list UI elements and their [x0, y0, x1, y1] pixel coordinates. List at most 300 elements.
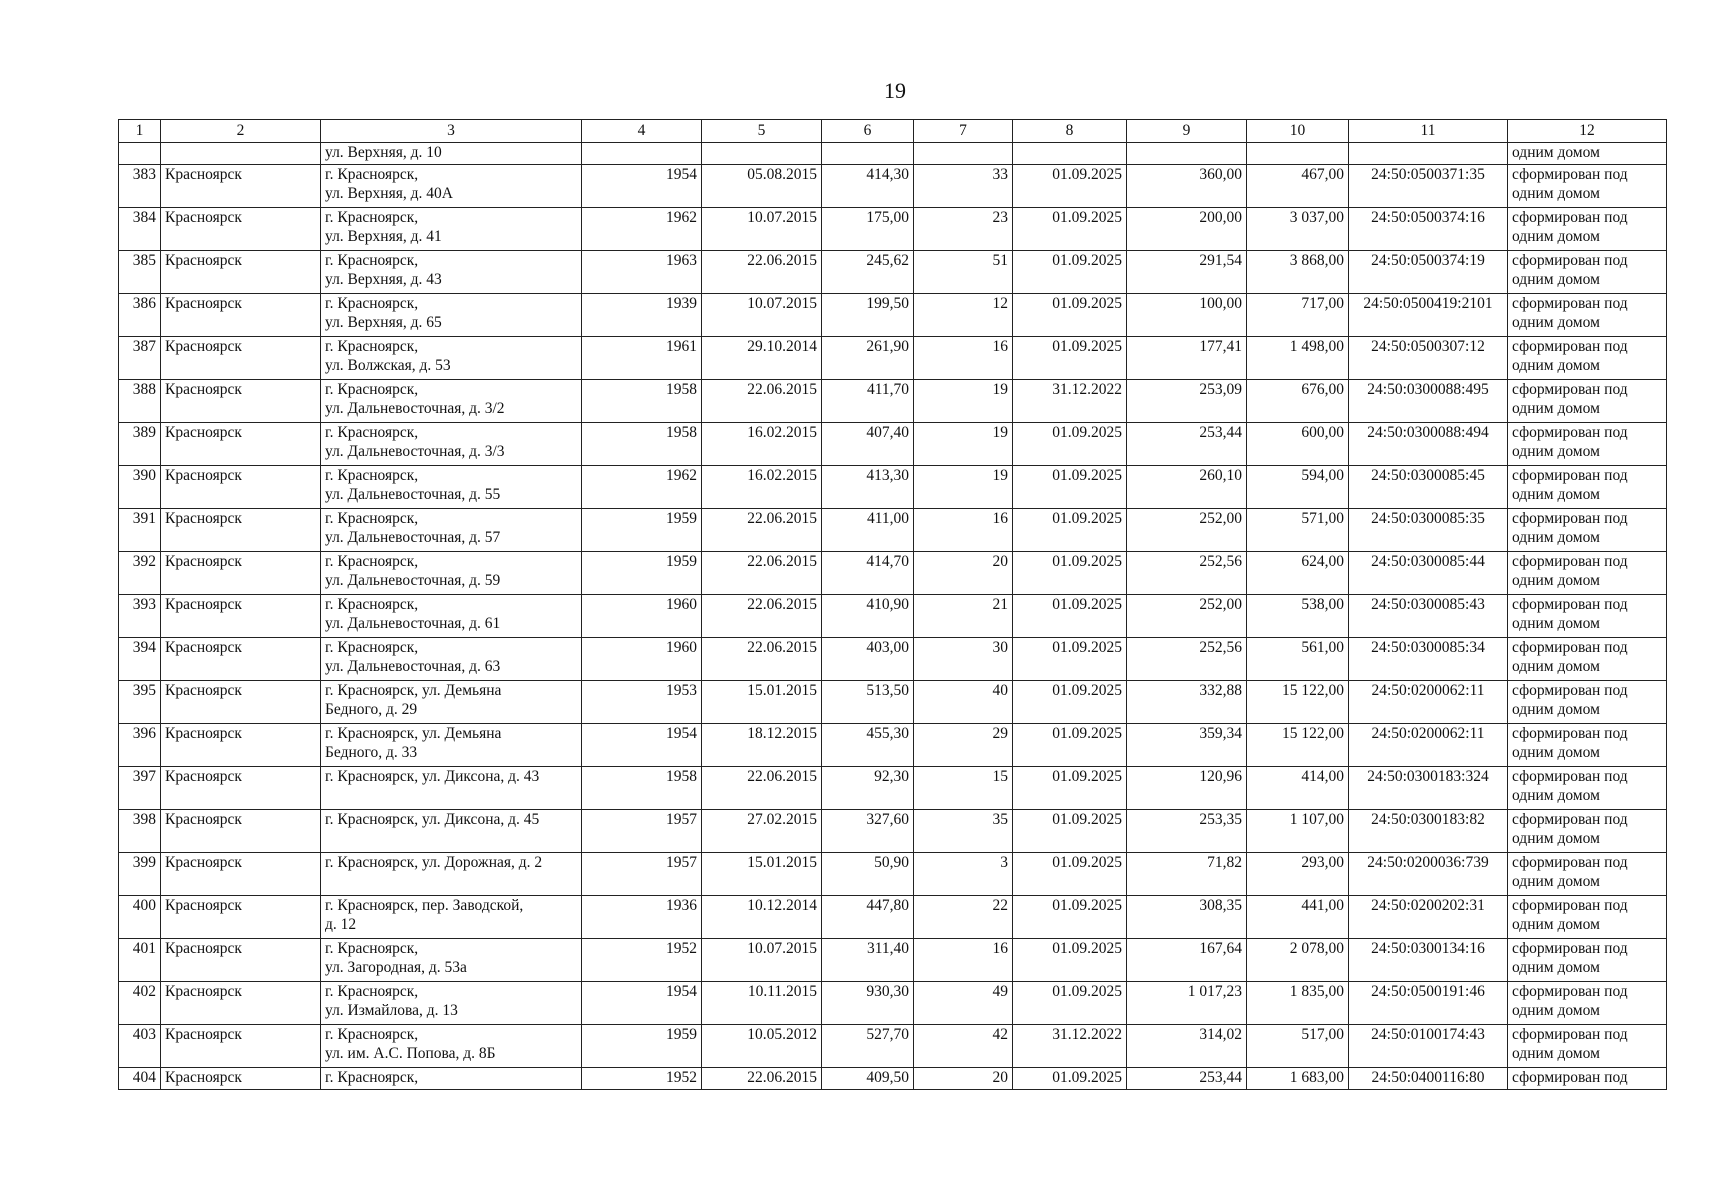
cell-line: г. Красноярск, ул. Диксона, д. 45 — [325, 811, 540, 828]
deadline-cell: 01.09.2025 — [1013, 638, 1127, 681]
row-number-cell: 394 — [119, 638, 161, 681]
cell-line: Бедного, д. 33 — [325, 744, 418, 761]
land-area-cell: 359,34 — [1127, 724, 1247, 767]
cell-line: ул. Дальневосточная, д. 59 — [325, 572, 501, 589]
area-cell: 513,50 — [822, 681, 914, 724]
land-area-cell — [1127, 143, 1247, 165]
area-cell: 175,00 — [822, 208, 914, 251]
municipality-cell: Красноярск — [161, 681, 321, 724]
residents-cell: 42 — [914, 1025, 1013, 1068]
area-cell: 245,62 — [822, 251, 914, 294]
land-area-cell: 360,00 — [1127, 165, 1247, 208]
cadastral-number-cell: 24:50:0400116:80 — [1349, 1068, 1508, 1090]
cell-line: сформирован под — [1512, 467, 1628, 484]
area-cell: 199,50 — [822, 294, 914, 337]
year-built-cell — [582, 143, 702, 165]
deadline-cell: 01.09.2025 — [1013, 294, 1127, 337]
cell-line: одним домом — [1512, 486, 1600, 503]
residents-cell: 19 — [914, 423, 1013, 466]
residents-cell: 51 — [914, 251, 1013, 294]
table-body — [119, 143, 1667, 1090]
survey-date-cell: 22.06.2015 — [702, 638, 822, 681]
column-header: 7 — [914, 120, 1013, 143]
cell-line: г. Красноярск, — [325, 295, 419, 312]
municipality-cell: Красноярск — [161, 466, 321, 509]
deadline-cell: 01.09.2025 — [1013, 466, 1127, 509]
land-area-cell: 100,00 — [1127, 294, 1247, 337]
deadline-cell: 01.09.2025 — [1013, 939, 1127, 982]
parcel-area-cell: 414,00 — [1247, 767, 1349, 810]
table-row — [119, 143, 1667, 165]
parcel-area-cell: 1 107,00 — [1247, 810, 1349, 853]
address-cell — [321, 143, 582, 165]
parcel-area-cell: 2 078,00 — [1247, 939, 1349, 982]
cadastral-number-cell: 24:50:0300183:82 — [1349, 810, 1508, 853]
area-cell: 414,70 — [822, 552, 914, 595]
cadastral-number-cell — [1349, 143, 1508, 165]
parcel-area-cell: 1 683,00 — [1247, 1068, 1349, 1090]
municipality-cell: Красноярск — [161, 423, 321, 466]
cell-line: сформирован под — [1512, 854, 1628, 871]
parcel-status-cell — [1508, 939, 1667, 982]
survey-date-cell: 22.06.2015 — [702, 380, 822, 423]
parcel-area-cell: 1 498,00 — [1247, 337, 1349, 380]
year-built-cell: 1954 — [582, 165, 702, 208]
row-number-cell: 397 — [119, 767, 161, 810]
cell-line: одним домом — [1512, 873, 1600, 890]
cell-line: ул. Дальневосточная, д. 63 — [325, 658, 501, 675]
residents-cell: 19 — [914, 380, 1013, 423]
cell-line: сформирован под — [1512, 295, 1628, 312]
cell-line: сформирован под — [1512, 596, 1628, 613]
cell-line: г. Красноярск, — [325, 424, 419, 441]
column-header: 4 — [582, 120, 702, 143]
cadastral-number-cell: 24:50:0300085:45 — [1349, 466, 1508, 509]
land-area-cell: 177,41 — [1127, 337, 1247, 380]
land-area-cell: 1 017,23 — [1127, 982, 1247, 1025]
column-header: 5 — [702, 120, 822, 143]
row-number-cell: 396 — [119, 724, 161, 767]
land-area-cell: 252,00 — [1127, 595, 1247, 638]
land-area-cell: 167,64 — [1127, 939, 1247, 982]
address-cell — [321, 810, 582, 853]
residents-cell: 22 — [914, 896, 1013, 939]
parcel-status-cell — [1508, 595, 1667, 638]
parcel-status-cell — [1508, 853, 1667, 896]
cell-line: ул. Дальневосточная, д. 55 — [325, 486, 501, 503]
table-row — [119, 1025, 1667, 1068]
cell-line: сформирован под — [1512, 897, 1628, 914]
year-built-cell: 1953 — [582, 681, 702, 724]
parcel-area-cell: 571,00 — [1247, 509, 1349, 552]
year-built-cell: 1960 — [582, 595, 702, 638]
address-cell — [321, 1068, 582, 1090]
municipality-cell: Красноярск — [161, 208, 321, 251]
cadastral-number-cell: 24:50:0300088:495 — [1349, 380, 1508, 423]
land-area-cell: 252,56 — [1127, 552, 1247, 595]
cell-line: Бедного, д. 29 — [325, 701, 418, 718]
municipality-cell: Красноярск — [161, 724, 321, 767]
cell-line: ул. Загородная, д. 53а — [325, 959, 467, 976]
parcel-area-cell: 15 122,00 — [1247, 681, 1349, 724]
address-cell — [321, 337, 582, 380]
land-area-cell: 291,54 — [1127, 251, 1247, 294]
cell-line: сформирован под — [1512, 209, 1628, 226]
parcel-status-cell — [1508, 165, 1667, 208]
column-header: 10 — [1247, 120, 1349, 143]
parcel-status-cell — [1508, 337, 1667, 380]
cell-line: одним домом — [1512, 701, 1600, 718]
area-cell — [822, 143, 914, 165]
cell-line: ул. Верхняя, д. 41 — [325, 228, 442, 245]
parcel-status-cell — [1508, 509, 1667, 552]
column-header: 9 — [1127, 120, 1247, 143]
land-area-cell: 253,44 — [1127, 423, 1247, 466]
year-built-cell: 1960 — [582, 638, 702, 681]
area-cell: 411,00 — [822, 509, 914, 552]
survey-date-cell: 27.02.2015 — [702, 810, 822, 853]
survey-date-cell: 29.10.2014 — [702, 337, 822, 380]
column-header: 2 — [161, 120, 321, 143]
parcel-status-cell — [1508, 982, 1667, 1025]
cell-line: одним домом — [1512, 830, 1600, 847]
cell-line: ул. Верхняя, д. 10 — [325, 144, 442, 161]
parcel-status-cell — [1508, 423, 1667, 466]
land-area-cell: 260,10 — [1127, 466, 1247, 509]
parcel-status-cell — [1508, 552, 1667, 595]
cell-line: г. Красноярск, — [325, 553, 419, 570]
area-cell: 261,90 — [822, 337, 914, 380]
parcel-status-cell — [1508, 1068, 1667, 1090]
area-cell: 409,50 — [822, 1068, 914, 1090]
year-built-cell: 1963 — [582, 251, 702, 294]
cell-line: г. Красноярск, — [325, 596, 419, 613]
land-area-cell: 308,35 — [1127, 896, 1247, 939]
row-number-cell: 390 — [119, 466, 161, 509]
land-area-cell: 200,00 — [1127, 208, 1247, 251]
cadastral-number-cell: 24:50:0200036:739 — [1349, 853, 1508, 896]
municipality-cell: Красноярск — [161, 251, 321, 294]
deadline-cell: 01.09.2025 — [1013, 337, 1127, 380]
table-row — [119, 638, 1667, 681]
cadastral-number-cell: 24:50:0500374:16 — [1349, 208, 1508, 251]
table-row — [119, 767, 1667, 810]
address-cell — [321, 165, 582, 208]
cell-line: одним домом — [1512, 787, 1600, 804]
cell-line: сформирован под — [1512, 166, 1628, 183]
parcel-area-cell: 676,00 — [1247, 380, 1349, 423]
parcel-area-cell — [1247, 143, 1349, 165]
cell-line: г. Красноярск, ул. Демьяна — [325, 682, 502, 699]
cell-line: г. Красноярск, пер. Заводской, — [325, 897, 524, 914]
cadastral-number-cell: 24:50:0300085:43 — [1349, 595, 1508, 638]
residents-cell: 16 — [914, 939, 1013, 982]
cell-line: ул. Дальневосточная, д. 3/2 — [325, 400, 505, 417]
column-header: 8 — [1013, 120, 1127, 143]
cell-line: одним домом — [1512, 658, 1600, 675]
year-built-cell: 1959 — [582, 509, 702, 552]
address-cell — [321, 294, 582, 337]
residents-cell: 33 — [914, 165, 1013, 208]
cell-line: сформирован под — [1512, 424, 1628, 441]
cell-line: ул. Дальневосточная, д. 61 — [325, 615, 501, 632]
municipality-cell: Красноярск — [161, 595, 321, 638]
cell-line: одним домом — [1512, 615, 1600, 632]
parcel-area-cell: 624,00 — [1247, 552, 1349, 595]
cadastral-number-cell: 24:50:0300085:35 — [1349, 509, 1508, 552]
table-row — [119, 165, 1667, 208]
parcel-status-cell — [1508, 896, 1667, 939]
year-built-cell: 1936 — [582, 896, 702, 939]
table-row — [119, 681, 1667, 724]
residents-cell: 20 — [914, 552, 1013, 595]
cell-line: одним домом — [1512, 744, 1600, 761]
table-row — [119, 724, 1667, 767]
cell-line: г. Красноярск, — [325, 1069, 419, 1086]
parcel-area-cell: 594,00 — [1247, 466, 1349, 509]
address-cell — [321, 638, 582, 681]
column-header: 6 — [822, 120, 914, 143]
table-row — [119, 853, 1667, 896]
row-number-cell: 393 — [119, 595, 161, 638]
deadline-cell: 01.09.2025 — [1013, 251, 1127, 294]
cell-line: сформирован под — [1512, 639, 1628, 656]
area-cell: 92,30 — [822, 767, 914, 810]
survey-date-cell: 18.12.2015 — [702, 724, 822, 767]
year-built-cell: 1952 — [582, 939, 702, 982]
table-row — [119, 896, 1667, 939]
row-number-cell: 384 — [119, 208, 161, 251]
cadastral-number-cell: 24:50:0200062:11 — [1349, 724, 1508, 767]
survey-date-cell: 10.11.2015 — [702, 982, 822, 1025]
cell-line: г. Красноярск, — [325, 209, 419, 226]
year-built-cell: 1939 — [582, 294, 702, 337]
cadastral-number-cell: 24:50:0500419:2101 — [1349, 294, 1508, 337]
parcel-area-cell: 15 122,00 — [1247, 724, 1349, 767]
cadastral-number-cell: 24:50:0300183:324 — [1349, 767, 1508, 810]
land-area-cell: 253,35 — [1127, 810, 1247, 853]
deadline-cell: 01.09.2025 — [1013, 595, 1127, 638]
year-built-cell: 1962 — [582, 208, 702, 251]
address-cell — [321, 853, 582, 896]
column-header: 3 — [321, 120, 582, 143]
address-cell — [321, 380, 582, 423]
residents-cell: 15 — [914, 767, 1013, 810]
table-row — [119, 466, 1667, 509]
table-row — [119, 982, 1667, 1025]
survey-date-cell: 22.06.2015 — [702, 509, 822, 552]
address-cell — [321, 509, 582, 552]
cell-line: ул. Верхняя, д. 65 — [325, 314, 442, 331]
cell-line: ул. Верхняя, д. 43 — [325, 271, 442, 288]
survey-date-cell: 10.07.2015 — [702, 939, 822, 982]
survey-date-cell: 16.02.2015 — [702, 423, 822, 466]
survey-date-cell: 10.07.2015 — [702, 294, 822, 337]
cell-line: д. 12 — [325, 916, 357, 933]
year-built-cell: 1957 — [582, 810, 702, 853]
survey-date-cell: 10.05.2012 — [702, 1025, 822, 1068]
column-header: 11 — [1349, 120, 1508, 143]
parcel-status-cell — [1508, 251, 1667, 294]
area-cell: 407,40 — [822, 423, 914, 466]
deadline-cell: 01.09.2025 — [1013, 423, 1127, 466]
cell-line: г. Красноярск, — [325, 510, 419, 527]
deadline-cell: 01.09.2025 — [1013, 552, 1127, 595]
municipality-cell: Красноярск — [161, 337, 321, 380]
cadastral-number-cell: 24:50:0500371:35 — [1349, 165, 1508, 208]
cell-line: одним домом — [1512, 185, 1600, 202]
municipality-cell: Красноярск — [161, 1068, 321, 1090]
survey-date-cell: 10.12.2014 — [702, 896, 822, 939]
municipality-cell — [161, 143, 321, 165]
row-number-cell: 402 — [119, 982, 161, 1025]
residents-cell: 29 — [914, 724, 1013, 767]
cadastral-number-cell: 24:50:0200062:11 — [1349, 681, 1508, 724]
area-cell: 403,00 — [822, 638, 914, 681]
cell-line: одним домом — [1512, 271, 1600, 288]
cell-line: ул. Волжская, д. 53 — [325, 357, 451, 374]
residents-cell — [914, 143, 1013, 165]
year-built-cell: 1959 — [582, 552, 702, 595]
row-number-cell: 404 — [119, 1068, 161, 1090]
parcel-area-cell: 561,00 — [1247, 638, 1349, 681]
municipality-cell: Красноярск — [161, 982, 321, 1025]
area-cell: 455,30 — [822, 724, 914, 767]
survey-date-cell: 22.06.2015 — [702, 595, 822, 638]
cell-line: г. Красноярск, — [325, 381, 419, 398]
column-header: 12 — [1508, 120, 1667, 143]
survey-date-cell: 22.06.2015 — [702, 767, 822, 810]
land-area-cell: 332,88 — [1127, 681, 1247, 724]
residents-cell: 16 — [914, 509, 1013, 552]
survey-date-cell: 22.06.2015 — [702, 1068, 822, 1090]
area-cell: 930,30 — [822, 982, 914, 1025]
address-cell — [321, 1025, 582, 1068]
table-row — [119, 1068, 1667, 1090]
cell-line: сформирован под — [1512, 381, 1628, 398]
parcel-status-cell — [1508, 810, 1667, 853]
year-built-cell: 1962 — [582, 466, 702, 509]
cell-line: ул. Измайлова, д. 13 — [325, 1002, 458, 1019]
area-cell: 527,70 — [822, 1025, 914, 1068]
address-cell — [321, 767, 582, 810]
municipality-cell: Красноярск — [161, 509, 321, 552]
land-area-cell: 314,02 — [1127, 1025, 1247, 1068]
cell-line: г. Красноярск, — [325, 338, 419, 355]
row-number-cell: 399 — [119, 853, 161, 896]
row-number-cell: 388 — [119, 380, 161, 423]
cell-line: сформирован под — [1512, 510, 1628, 527]
municipality-cell: Красноярск — [161, 638, 321, 681]
parcel-status-cell — [1508, 143, 1667, 165]
parcel-area-cell: 1 835,00 — [1247, 982, 1349, 1025]
municipality-cell: Красноярск — [161, 810, 321, 853]
year-built-cell: 1952 — [582, 1068, 702, 1090]
deadline-cell: 01.09.2025 — [1013, 982, 1127, 1025]
cell-line: одним домом — [1512, 314, 1600, 331]
area-cell: 414,30 — [822, 165, 914, 208]
row-number-cell: 400 — [119, 896, 161, 939]
cadastral-number-cell: 24:50:0500374:19 — [1349, 251, 1508, 294]
area-cell: 411,70 — [822, 380, 914, 423]
deadline-cell: 01.09.2025 — [1013, 896, 1127, 939]
deadline-cell — [1013, 143, 1127, 165]
residents-cell: 3 — [914, 853, 1013, 896]
deadline-cell: 31.12.2022 — [1013, 1025, 1127, 1068]
row-number-cell: 383 — [119, 165, 161, 208]
residents-cell: 16 — [914, 337, 1013, 380]
address-cell — [321, 251, 582, 294]
parcel-area-cell: 3 868,00 — [1247, 251, 1349, 294]
municipality-cell: Красноярск — [161, 767, 321, 810]
table-row — [119, 552, 1667, 595]
housing-registry-table — [118, 119, 1667, 1090]
residents-cell: 20 — [914, 1068, 1013, 1090]
table-row — [119, 939, 1667, 982]
table-row — [119, 251, 1667, 294]
address-cell — [321, 208, 582, 251]
cadastral-number-cell: 24:50:0200202:31 — [1349, 896, 1508, 939]
cell-line: сформирован под — [1512, 1026, 1628, 1043]
row-number-cell: 386 — [119, 294, 161, 337]
municipality-cell: Красноярск — [161, 896, 321, 939]
cell-line: г. Красноярск, — [325, 639, 419, 656]
survey-date-cell: 16.02.2015 — [702, 466, 822, 509]
cadastral-number-cell: 24:50:0500191:46 — [1349, 982, 1508, 1025]
parcel-status-cell — [1508, 208, 1667, 251]
cell-line: одним домом — [1512, 529, 1600, 546]
cell-line: сформирован под — [1512, 725, 1628, 742]
municipality-cell: Красноярск — [161, 552, 321, 595]
survey-date-cell: 15.01.2015 — [702, 681, 822, 724]
table-row — [119, 509, 1667, 552]
parcel-area-cell: 600,00 — [1247, 423, 1349, 466]
row-number-cell: 398 — [119, 810, 161, 853]
survey-date-cell — [702, 143, 822, 165]
cell-line: г. Красноярск, ул. Демьяна — [325, 725, 502, 742]
land-area-cell: 253,44 — [1127, 1068, 1247, 1090]
deadline-cell: 01.09.2025 — [1013, 509, 1127, 552]
row-number-cell: 401 — [119, 939, 161, 982]
column-header: 1 — [119, 120, 161, 143]
address-cell — [321, 896, 582, 939]
cell-line: сформирован под — [1512, 682, 1628, 699]
area-cell: 413,30 — [822, 466, 914, 509]
year-built-cell: 1959 — [582, 1025, 702, 1068]
cadastral-number-cell: 24:50:0300085:34 — [1349, 638, 1508, 681]
row-number-cell: 391 — [119, 509, 161, 552]
land-area-cell: 71,82 — [1127, 853, 1247, 896]
cell-line: одним домом — [1512, 1002, 1600, 1019]
deadline-cell: 01.09.2025 — [1013, 1068, 1127, 1090]
municipality-cell: Красноярск — [161, 853, 321, 896]
row-number-cell: 403 — [119, 1025, 161, 1068]
cell-line: одним домом — [1512, 1045, 1600, 1062]
parcel-status-cell — [1508, 1025, 1667, 1068]
year-built-cell: 1958 — [582, 423, 702, 466]
cell-line: г. Красноярск, — [325, 1026, 419, 1043]
cell-line: сформирован под — [1512, 811, 1628, 828]
residents-cell: 21 — [914, 595, 1013, 638]
cell-line: сформирован под — [1512, 1069, 1628, 1086]
parcel-status-cell — [1508, 294, 1667, 337]
parcel-area-cell: 293,00 — [1247, 853, 1349, 896]
cell-line: одним домом — [1512, 400, 1600, 417]
row-number-cell: 395 — [119, 681, 161, 724]
row-number-cell: 387 — [119, 337, 161, 380]
year-built-cell: 1957 — [582, 853, 702, 896]
area-cell: 311,40 — [822, 939, 914, 982]
